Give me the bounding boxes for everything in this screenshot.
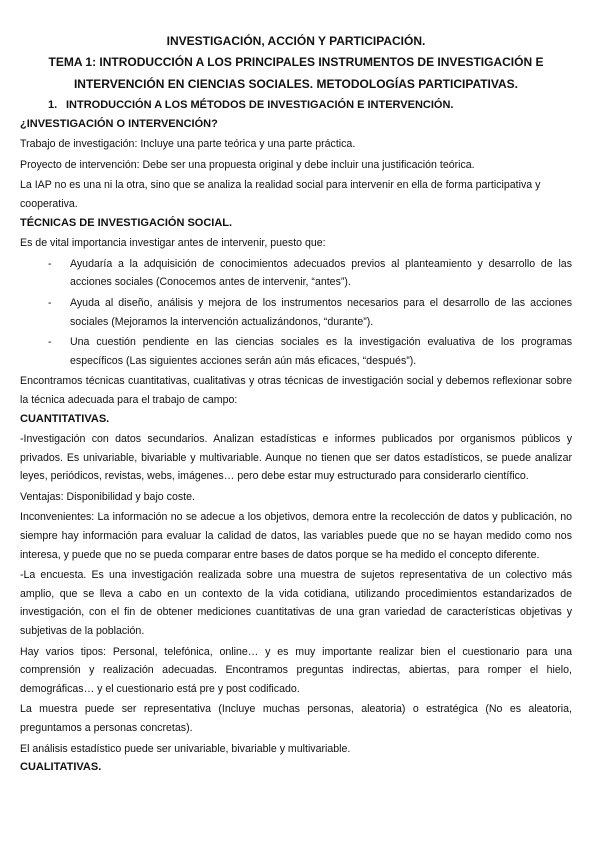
paragraph-ventajas: Ventajas: Disponibilidad y bajo coste. [20, 490, 195, 503]
section-number: 1. [48, 99, 58, 111]
cuantitativas-heading: CUANTITATIVAS. [20, 412, 110, 425]
question-heading: ¿INVESTIGACIÓN O INTERVENCIÓN? [20, 117, 218, 130]
list-item: - Una cuestión pendiente en las ciencias sociales es la investigación evaluativa de los programas específicos (Las siguientes acciones serán aún más eficaces, “después”). [20, 333, 572, 370]
paragraph-vital: Es de vital importancia investigar antes de intervenir, puesto que: [20, 237, 326, 250]
paragraph-muestra: La muestra puede ser representativa (Incluye muchas personas, aleatoria) o estratégica (No es aleatoria, preguntamos a personas concretas). [20, 703, 572, 734]
document-title: INVESTIGACIÓN, ACCIÓN Y PARTICIPACIÓN. [166, 34, 426, 48]
reasons-list [20, 255, 572, 371]
paragraph-inconvenientes: Inconvenientes: La información no se adecue a los objetivos, demora entre la recolección de datos y publicación, no siempre hay información para evaluar la calidad de datos, las variables puede que no se hayan medido como nos interesa, y puede que no se pueda comparar entre bases de datos porque se ha medido el concepto diferente. [20, 511, 572, 561]
paragraph-iap: La IAP no es una ni la otra, sino que se analiza la realidad social para intervenir en ella de forma participativa y cooperativa. [20, 179, 541, 210]
paragraph-encuesta: -La encuesta. Es una investigación realizada sobre una muestra de sujetos representativa de un colectivo más amplio, que se lleva a cabo en un contexto de la vida cotidiana, utilizando procedimientos estandarizados de investigación, con el fin de obtener mediciones cuantitativas de una gran variedad de características objetivas y subjetivas de la población. [20, 569, 572, 638]
tecnicas-heading: TÉCNICAS DE INVESTIGACIÓN SOCIAL. [20, 216, 233, 229]
section-title: INTRODUCCIÓN A LOS MÉTODOS DE INVESTIGACIÓN E INTERVENCIÓN. [66, 99, 454, 111]
list-item: - Ayudaría a la adquisición de conocimientos adecuados previos al planteamiento y desarrollo de las acciones sociales (Conocemos antes de intervenir, “antes”). [20, 255, 572, 292]
cualitativas-heading: CUALITATIVAS. [20, 761, 102, 774]
paragraph-trabajo: Trabajo de investigación: Incluye una parte teórica y una parte práctica. [20, 138, 356, 151]
paragraph-encontramos: Encontramos técnicas cuantitativas, cualitativas y otras técnicas de investigación social y debemos reflexionar sobre la técnica adecuada para el trabajo de campo: [20, 375, 572, 406]
topic-title-line-1: TEMA 1: INTRODUCCIÓN A LOS PRINCIPALES INSTRUMENTOS DE INVESTIGACIÓN E [48, 55, 544, 69]
list-item: - Ayuda al diseño, análisis y mejora de los instrumentos necesarios para el desarrollo de las acciones sociales (Mejoramos la intervención actualizándonos, “durante”). [20, 294, 572, 331]
paragraph-tipos: Hay varios tipos: Personal, telefónica, online… y es muy importante realizar bien el cuestionario para una comprensión y realización adecuadas. Encontramos preguntas indirectas, abiertas, para romper el hielo, demográficas… y el cuestionario está pre y post codificado. [20, 645, 572, 695]
paragraph-secundarios: -Investigación con datos secundarios. Analizan estadísticas e informes publicados por organismos públicos y privados. Es univariable, bivariable y multivariable. Aunque no tienen que ser datos estadísticos, se puede analizar leyes, periódicos, revistas, webs, imágenes… pero debe estar muy estructurado para considerarlo científico. [20, 433, 572, 483]
topic-title-line-2: INTERVENCIÓN EN CIENCIAS SOCIALES. METODOLOGÍAS PARTICIPATIVAS. [73, 76, 519, 91]
paragraph-analisis: El análisis estadístico puede ser univariable, bivariable y multivariable. [20, 742, 351, 755]
paragraph-proyecto: Proyecto de intervención: Debe ser una propuesta original y debe incluir una justificación teórica. [20, 158, 475, 171]
section-heading [48, 96, 572, 115]
